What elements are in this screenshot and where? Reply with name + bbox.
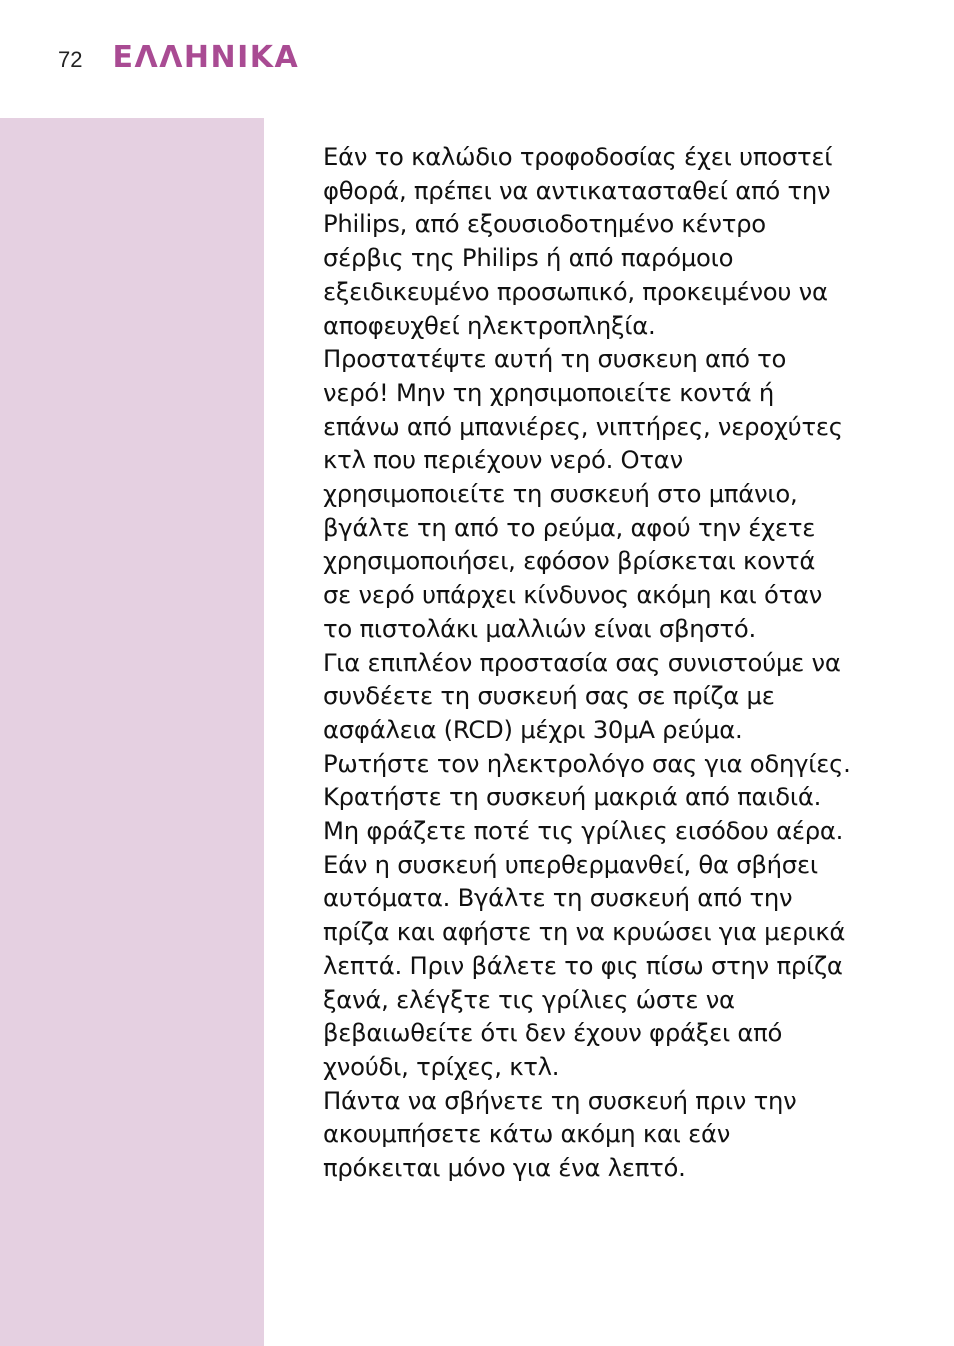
paragraph-power-cord: Εάν το καλώδιο τροφοδοσίας έχει υποστεί φθορά, πρέπει να αντικατασταθεί από την Philips, από εξουσιοδοτημένο κέντρο σέρβις της Philips ή από παρόμοιο εξειδικευμένο προσωπικό, προκειμένου να αποφευχθεί ηλεκτροπληξία.: [323, 142, 833, 340]
side-panel: [0, 118, 264, 1346]
page-header: [58, 40, 299, 76]
paragraph-switch-off: Πάντα να σβήνετε τη συσκευή πριν την ακουμπήσετε κάτω ακόμη και εάν πρόκειται μόνο για ένα λεπτό.: [323, 1085, 797, 1183]
paragraph-rcd: Για επιπλέον προστασία σας συνιστούμε να συνδέετε τη συσκευή σας σε πρίζα με ασφάλεια (RCD) μέχρι 30μA ρεύμα. Ρωτήστε τον ηλεκτρολόγο σας για οδηγίες.: [323, 647, 851, 778]
section-title: ΕΛΛΗΝΙΚΑ: [112, 40, 300, 75]
paragraph-air-grilles: Μη φράζετε ποτέ τις γρίλιες εισόδου αέρα.: [323, 816, 844, 846]
body-text: [323, 140, 923, 1185]
paragraph-children: Κρατήστε τη συσκευή μακριά από παιδιά.: [323, 782, 822, 812]
paragraph-water-protection: Προστατέψτε αυτή τη συσκευη από το νερό! Μην τη χρησιμοποιείτε κοντά ή επάνω από μπανιέρες, νιπτήρες, νεροχύτες κτλ που περιέχουν νερό. Οταν χρησιμοποιείτε τη συσκευή στο μπάνιο, βγάλτε τη από το ρεύμα, αφού την έχετε χρησιμοποιήσει, εφόσον βρίσκεται κοντά σε νερό υπάρχει κίνδυνος ακόμη και όταν το πιστολάκι μαλλιών είναι σβηστό.: [323, 344, 843, 643]
paragraph-overheating: Εάν η συσκευή υπερθερμανθεί, θα σβήσει αυτόματα. Βγάλτε τη συσκευή από την πρίζα και αφήστε τη να κρυώσει για μερικά λεπτά. Πριν βάλετε το φις πίσω στην πρίζα ξανά, ελέγξτε τις γρίλιες ώστε να βεβαιωθείτε ότι δεν έχουν φράξει από χνούδι, τρίχες, κτλ.: [323, 849, 846, 1081]
page-number: 72: [58, 47, 83, 72]
